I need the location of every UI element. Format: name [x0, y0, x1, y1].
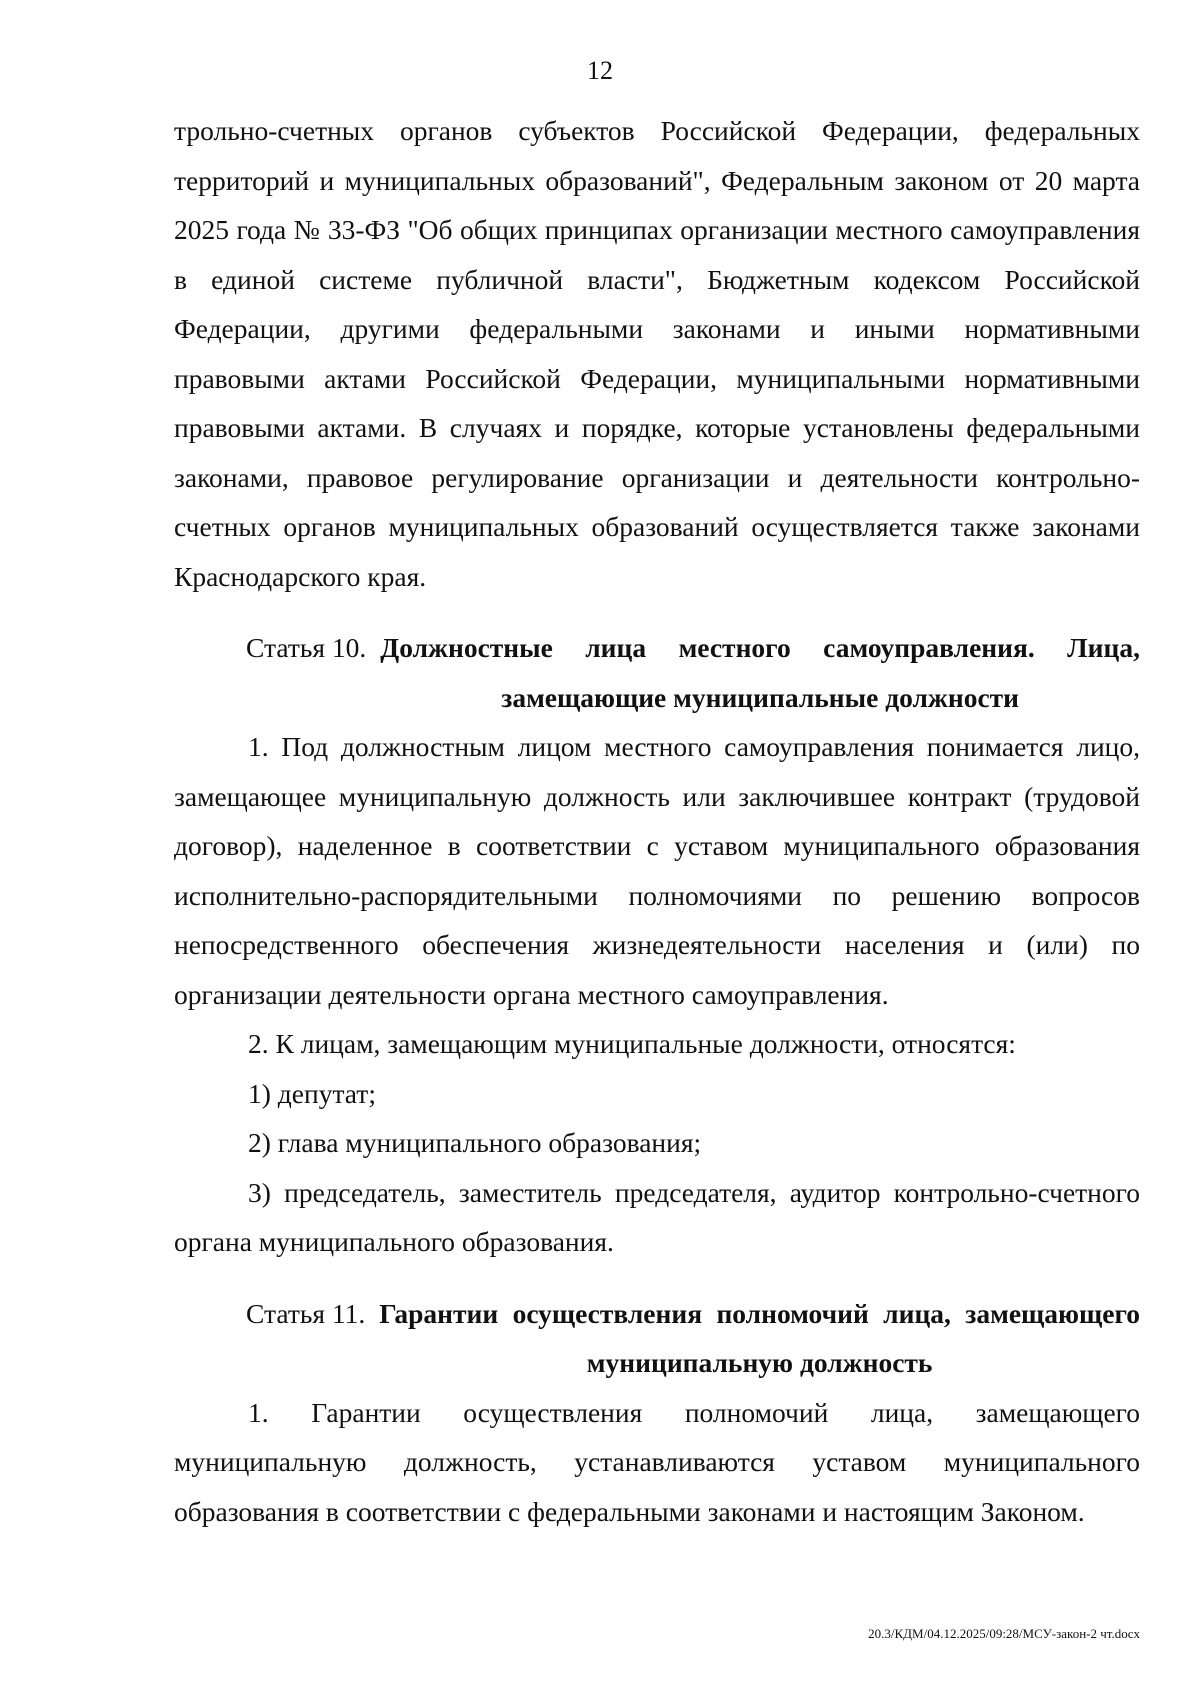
page-number: 12	[587, 56, 613, 85]
article-10-label: Статья 10.	[246, 632, 367, 663]
article-11-label: Статья 11.	[246, 1297, 366, 1329]
article-10-heading	[174, 623, 1140, 722]
article-10-list-item-3: 3) председатель, заместитель председателя, аудитор контрольно-счетного органа муниципального образования.	[174, 1176, 1140, 1257]
document-footer-code: 20.3/КДМ/04.12.2025/09:28/МСУ-закон-2 чт.docx	[868, 1626, 1140, 1641]
continued-paragraph: трольно-счетных органов субъектов Российской Федерации, федеральных территорий и муниципальных образований", Федеральным законом от 20 марта 2025 года № 33-ФЗ "Об общих принципах организации местного самоуправления в единой системе публичной власти", Бюджетным кодексом Российской Федерации, другими федеральными законами и иными нормативными правовыми актами Российской Федерации, муниципальными нормативными правовыми актами. В случаях и порядке, которые установлены федеральными законами, правовое регулирование организации и деятельности контрольно-счетных органов муниципальных образований осуществляется также законами Краснодарского края.	[174, 115, 1140, 592]
article-10-list-item-1: 1) депутат;	[248, 1077, 376, 1109]
article-10-title: Должностные лица местного самоуправления. Лица, замещающие муниципальные должности	[380, 632, 1140, 713]
article-11-title: Гарантии осуществления полномочий лица, замещающего муниципальную должность	[379, 1297, 1140, 1378]
article-11-paragraph-1: 1. Гарантии осуществления полномочий лица, замещающего муниципальную должность, устанавливаются уставом муниципального образования в соответствии с федеральными законами и настоящим Законом.	[174, 1396, 1140, 1527]
article-10-paragraph-1: 1. Под должностным лицом местного самоуправления понимается лицо, замещающее муниципальную должность или заключившее контракт (трудовой договор), наделенное в соответствии с уставом муниципального образования исполнительно-распорядительными полномочиями по решению вопросов непосредственного обеспечения жизнедеятельности населения и (или) по организации деятельности органа местного самоуправления.	[174, 731, 1140, 1010]
article-10-list-item-2: 2) глава муниципального образования;	[248, 1127, 702, 1158]
article-11-heading	[174, 1289, 1140, 1388]
document-body	[174, 106, 1140, 1536]
article-10-paragraph-2: 2. К лицам, замещающим муниципальные должности, относятся:	[248, 1028, 1016, 1059]
